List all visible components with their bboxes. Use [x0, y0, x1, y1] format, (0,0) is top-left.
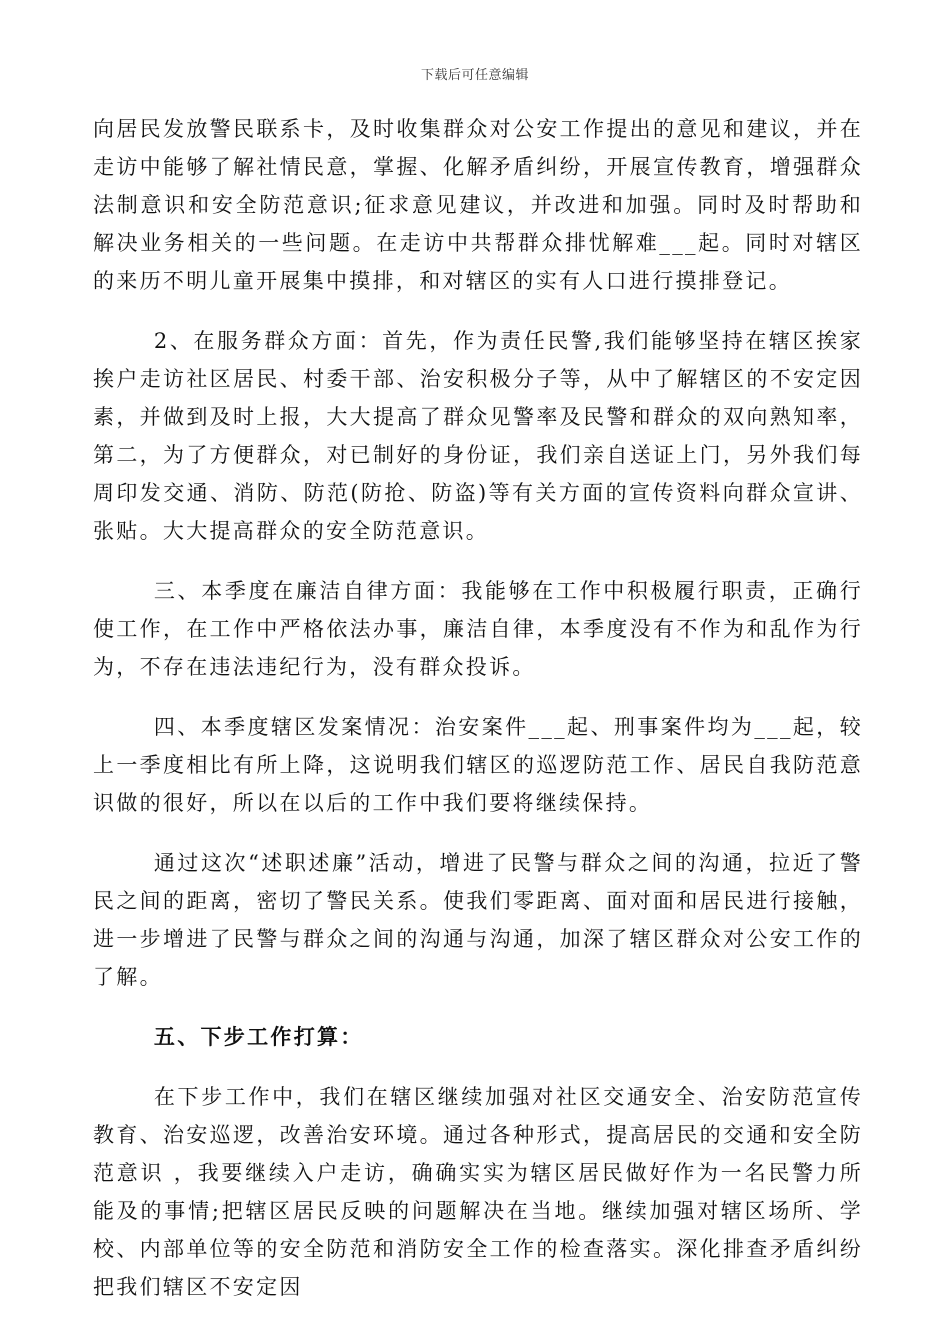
document-body: [93, 110, 863, 1328]
page-header: 下载后可任意编辑: [420, 68, 529, 83]
paragraph-activity: 通过这次“述职述廉”活动，增进了民警与群众之间的沟通，拉近了警民之间的距离，密切了警民关系。使我们零距离、面对面和居民进行接触，进一步增进了民警与群众之间的沟通与沟通，加深了辖区群众对公安工作的了解。: [93, 851, 863, 989]
paragraph-next-steps: 在下步工作中，我们在辖区继续加强对社区交通安全、治安防范宣传教育、治安巡逻，改善治安环境。通过各种形式，提高居民的交通和安全防范意识 ，我要继续入户走访，确确实实为辖区居民做好作为一名民警力所能及的事情;把辖区居民反映的问题解决在当地。继续加强对辖区场所、学校、内部单位等的安全防范和消防安全工作的检查落实。深化排查矛盾纠纷把我们辖区不安定因: [93, 1085, 863, 1299]
paragraph-continuation: 向居民发放警民联系卡，及时收集群众对公安工作提出的意见和建议，并在走访中能够了解社情民意，掌握、化解矛盾纠纷，开展宣传教育，增强群众法制意识和安全防范意识;征求意见建议，并改进和加强。同时及时帮助和解决业务相关的一些问题。在走访中共帮群众排忧解难___起。同时对辖区的来历不明儿童开展集中摸排，和对辖区的实有人口进行摸排登记。: [93, 117, 863, 293]
section-heading: 五、下步工作打算：: [153, 1025, 364, 1049]
paragraph-service: 2、在服务群众方面：首先，作为责任民警,我们能够坚持在辖区挨家挨户走访社区居民、村委干部、治安积极分子等，从中了解辖区的不安定因素，并做到及时上报，大大提高了群众见警率及民警和群众的双向熟知率，第二，为了方便群众，对已制好的身份证，我们亲自送证上门，另外我们每周印发交通、消防、防范(防抢、防盗)等有关方面的宣传资料向群众宣讲、张贴。大大提高群众的安全防范意识。: [93, 329, 863, 543]
paragraph-cases: 四、本季度辖区发案情况：治安案件___起、刑事案件均为___起，较上一季度相比有所上降，这说明我们辖区的巡逻防范工作、居民自我防范意识做的很好，所以在以后的工作中我们要将继续保持。: [93, 715, 863, 815]
paragraph-integrity: 三、本季度在廉洁自律方面：我能够在工作中积极履行职责，正确行使工作，在工作中严格依法办事，廉洁自律，本季度没有不作为和乱作为行为，不存在违法违纪行为，没有群众投诉。: [93, 579, 863, 679]
